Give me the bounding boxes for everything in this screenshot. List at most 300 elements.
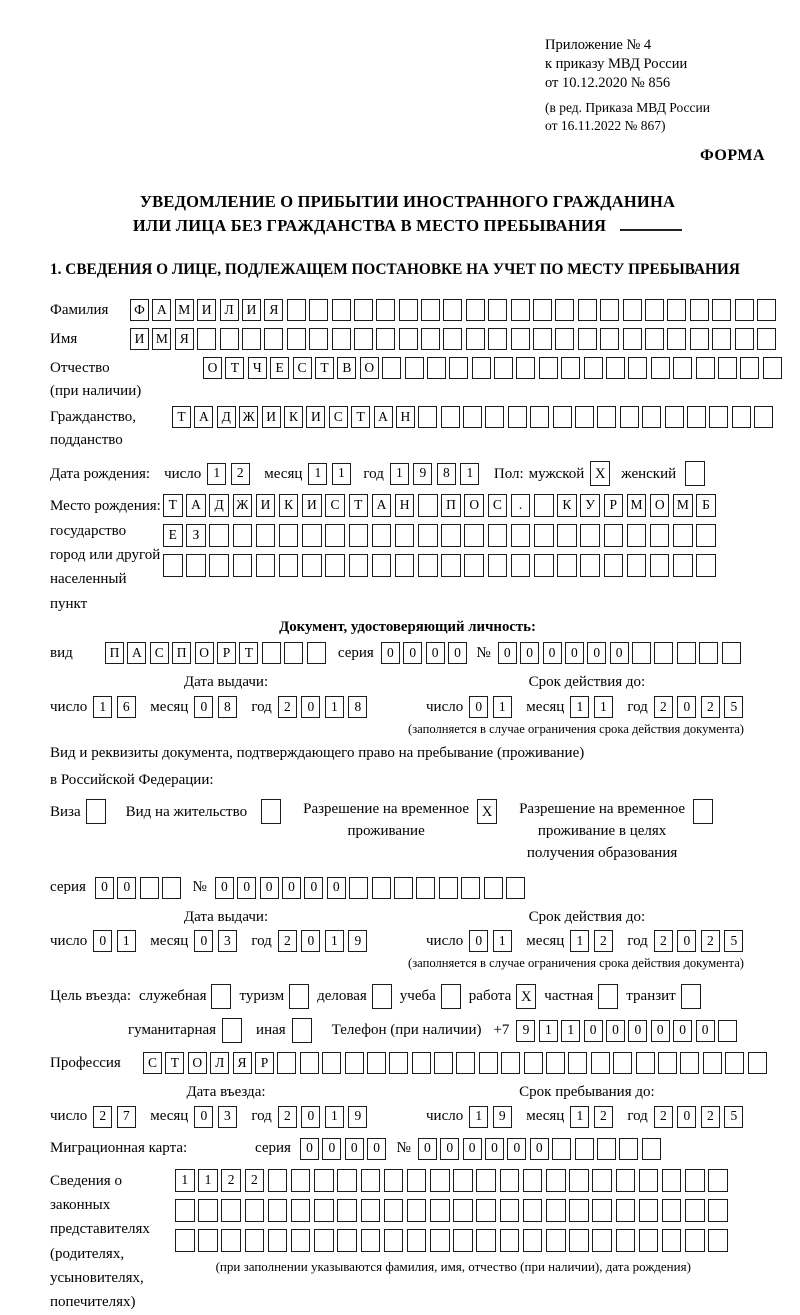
sex-male-checkbox[interactable]: X — [590, 461, 610, 486]
char-cell[interactable]: 0 — [327, 877, 346, 899]
char-cell[interactable] — [314, 1169, 334, 1192]
char-cell[interactable] — [395, 524, 415, 547]
char-cell[interactable] — [367, 1052, 386, 1074]
char-cell[interactable] — [395, 554, 415, 577]
char-cell[interactable]: 0 — [587, 642, 606, 664]
char-cell[interactable] — [361, 1229, 381, 1252]
char-cell[interactable] — [476, 1229, 496, 1252]
char-cell[interactable]: 0 — [543, 642, 562, 664]
char-cell[interactable]: 0 — [651, 1020, 670, 1042]
char-cell[interactable] — [735, 328, 754, 350]
char-cell[interactable] — [662, 1229, 682, 1252]
char-cell[interactable]: 0 — [485, 1138, 504, 1160]
char-cell[interactable]: 0 — [677, 930, 696, 952]
char-cell[interactable]: С — [293, 357, 312, 379]
char-cell[interactable] — [407, 1229, 427, 1252]
char-cell[interactable] — [287, 328, 306, 350]
char-cell[interactable] — [325, 554, 345, 577]
char-cell[interactable]: 9 — [348, 1106, 367, 1128]
char-cell[interactable]: 0 — [301, 1106, 320, 1128]
char-cell[interactable] — [418, 494, 438, 517]
char-cell[interactable]: 9 — [516, 1020, 535, 1042]
char-cell[interactable] — [600, 299, 619, 321]
temp-permit-checkbox[interactable]: X — [477, 799, 497, 824]
char-cell[interactable]: А — [194, 406, 213, 428]
char-cell[interactable]: Я — [233, 1052, 252, 1074]
char-cell[interactable] — [349, 524, 369, 547]
char-cell[interactable] — [555, 328, 574, 350]
char-cell[interactable] — [708, 1169, 728, 1192]
char-cell[interactable] — [690, 328, 709, 350]
char-cell[interactable]: Р — [604, 494, 624, 517]
blank-line[interactable] — [620, 228, 682, 231]
char-cell[interactable] — [662, 1199, 682, 1222]
char-cell[interactable] — [627, 554, 647, 577]
char-cell[interactable] — [485, 406, 504, 428]
char-cell[interactable] — [407, 1169, 427, 1192]
char-cell[interactable] — [511, 554, 531, 577]
char-cell[interactable]: 2 — [278, 696, 297, 718]
char-cell[interactable]: Л — [210, 1052, 229, 1074]
char-cell[interactable] — [591, 1052, 610, 1074]
char-cell[interactable] — [709, 406, 728, 428]
char-cell[interactable] — [546, 1052, 565, 1074]
char-cell[interactable] — [616, 1169, 636, 1192]
char-cell[interactable] — [256, 524, 276, 547]
char-cell[interactable]: 1 — [332, 463, 351, 485]
char-cell[interactable] — [209, 554, 229, 577]
char-cell[interactable] — [616, 1199, 636, 1222]
char-cell[interactable] — [384, 1169, 404, 1192]
char-cell[interactable] — [175, 1199, 195, 1222]
char-cell[interactable] — [632, 642, 651, 664]
residence-checkbox[interactable] — [261, 799, 281, 824]
char-cell[interactable] — [516, 357, 535, 379]
char-cell[interactable] — [650, 554, 670, 577]
char-cell[interactable] — [245, 1229, 265, 1252]
char-cell[interactable] — [606, 357, 625, 379]
char-cell[interactable] — [651, 357, 670, 379]
char-cell[interactable]: 2 — [231, 463, 250, 485]
char-cell[interactable] — [441, 524, 461, 547]
char-cell[interactable] — [523, 1199, 543, 1222]
char-cell[interactable] — [488, 299, 507, 321]
char-cell[interactable]: Ж — [239, 406, 258, 428]
char-cell[interactable]: В — [337, 357, 356, 379]
char-cell[interactable] — [685, 1199, 705, 1222]
char-cell[interactable]: 0 — [194, 930, 213, 952]
char-cell[interactable]: 0 — [301, 696, 320, 718]
char-cell[interactable] — [604, 554, 624, 577]
char-cell[interactable]: 1 — [93, 696, 112, 718]
purpose-checkbox[interactable] — [292, 1018, 312, 1043]
char-cell[interactable]: Т — [225, 357, 244, 379]
char-cell[interactable]: 1 — [117, 930, 136, 952]
char-cell[interactable] — [399, 299, 418, 321]
char-cell[interactable] — [620, 406, 639, 428]
char-cell[interactable]: Е — [163, 524, 183, 547]
char-cell[interactable]: М — [627, 494, 647, 517]
char-cell[interactable]: 1 — [561, 1020, 580, 1042]
char-cell[interactable]: 1 — [308, 463, 327, 485]
char-cell[interactable]: 0 — [403, 642, 422, 664]
char-cell[interactable]: 2 — [701, 696, 720, 718]
char-cell[interactable]: 0 — [93, 930, 112, 952]
char-cell[interactable] — [673, 524, 693, 547]
char-cell[interactable]: Р — [255, 1052, 274, 1074]
char-cell[interactable] — [264, 328, 283, 350]
char-cell[interactable] — [242, 328, 261, 350]
char-cell[interactable]: 1 — [469, 1106, 488, 1128]
char-cell[interactable]: 0 — [440, 1138, 459, 1160]
char-cell[interactable]: П — [441, 494, 461, 517]
char-cell[interactable] — [441, 406, 460, 428]
char-cell[interactable] — [645, 328, 664, 350]
char-cell[interactable] — [687, 406, 706, 428]
char-cell[interactable] — [302, 554, 322, 577]
char-cell[interactable]: 0 — [520, 642, 539, 664]
char-cell[interactable] — [575, 406, 594, 428]
char-cell[interactable] — [597, 1138, 616, 1160]
char-cell[interactable] — [580, 524, 600, 547]
char-cell[interactable] — [291, 1199, 311, 1222]
char-cell[interactable] — [262, 642, 281, 664]
char-cell[interactable] — [592, 1229, 612, 1252]
char-cell[interactable]: У — [580, 494, 600, 517]
char-cell[interactable]: 0 — [95, 877, 114, 899]
char-cell[interactable]: 2 — [594, 1106, 613, 1128]
char-cell[interactable]: К — [557, 494, 577, 517]
char-cell[interactable]: 0 — [530, 1138, 549, 1160]
char-cell[interactable] — [627, 524, 647, 547]
char-cell[interactable]: И — [302, 494, 322, 517]
char-cell[interactable]: 0 — [673, 1020, 692, 1042]
char-cell[interactable] — [639, 1169, 659, 1192]
char-cell[interactable] — [372, 877, 391, 899]
char-cell[interactable] — [479, 1052, 498, 1074]
char-cell[interactable] — [233, 524, 253, 547]
char-cell[interactable]: 2 — [654, 1106, 673, 1128]
char-cell[interactable] — [616, 1229, 636, 1252]
char-cell[interactable] — [500, 1199, 520, 1222]
char-cell[interactable] — [332, 299, 351, 321]
char-cell[interactable]: П — [172, 642, 191, 664]
sex-female-checkbox[interactable] — [685, 461, 705, 486]
char-cell[interactable] — [268, 1229, 288, 1252]
char-cell[interactable]: Т — [172, 406, 191, 428]
char-cell[interactable] — [673, 357, 692, 379]
char-cell[interactable]: 0 — [677, 696, 696, 718]
char-cell[interactable] — [628, 357, 647, 379]
char-cell[interactable] — [685, 1169, 705, 1192]
char-cell[interactable] — [345, 1052, 364, 1074]
char-cell[interactable]: 7 — [117, 1106, 136, 1128]
char-cell[interactable]: Д — [209, 494, 229, 517]
char-cell[interactable] — [221, 1199, 241, 1222]
char-cell[interactable]: 0 — [301, 930, 320, 952]
char-cell[interactable]: И — [197, 299, 216, 321]
char-cell[interactable] — [534, 554, 554, 577]
char-cell[interactable]: 0 — [696, 1020, 715, 1042]
char-cell[interactable] — [718, 357, 737, 379]
char-cell[interactable]: 0 — [463, 1138, 482, 1160]
char-cell[interactable] — [302, 524, 322, 547]
char-cell[interactable] — [511, 299, 530, 321]
purpose-checkbox[interactable] — [372, 984, 392, 1009]
char-cell[interactable] — [712, 299, 731, 321]
char-cell[interactable] — [523, 1169, 543, 1192]
char-cell[interactable]: 2 — [221, 1169, 241, 1192]
char-cell[interactable]: 0 — [628, 1020, 647, 1042]
char-cell[interactable] — [546, 1169, 566, 1192]
char-cell[interactable] — [197, 328, 216, 350]
char-cell[interactable]: 2 — [654, 696, 673, 718]
char-cell[interactable] — [349, 877, 368, 899]
char-cell[interactable] — [464, 554, 484, 577]
char-cell[interactable] — [696, 357, 715, 379]
char-cell[interactable]: Т — [315, 357, 334, 379]
char-cell[interactable]: О — [650, 494, 670, 517]
purpose-checkbox[interactable] — [681, 984, 701, 1009]
char-cell[interactable]: 2 — [701, 930, 720, 952]
char-cell[interactable] — [412, 1052, 431, 1074]
char-cell[interactable] — [619, 1138, 638, 1160]
char-cell[interactable] — [418, 554, 438, 577]
char-cell[interactable] — [443, 328, 462, 350]
char-cell[interactable] — [662, 1169, 682, 1192]
char-cell[interactable] — [291, 1169, 311, 1192]
char-cell[interactable] — [354, 299, 373, 321]
char-cell[interactable] — [466, 328, 485, 350]
char-cell[interactable] — [569, 1199, 589, 1222]
char-cell[interactable] — [636, 1052, 655, 1074]
char-cell[interactable]: 0 — [322, 1138, 341, 1160]
char-cell[interactable] — [279, 554, 299, 577]
char-cell[interactable]: М — [152, 328, 171, 350]
char-cell[interactable] — [354, 328, 373, 350]
char-cell[interactable] — [534, 524, 554, 547]
char-cell[interactable] — [546, 1229, 566, 1252]
char-cell[interactable] — [501, 1052, 520, 1074]
char-cell[interactable] — [524, 1052, 543, 1074]
char-cell[interactable] — [725, 1052, 744, 1074]
char-cell[interactable]: Т — [165, 1052, 184, 1074]
char-cell[interactable]: 2 — [701, 1106, 720, 1128]
char-cell[interactable]: 0 — [606, 1020, 625, 1042]
char-cell[interactable] — [712, 328, 731, 350]
char-cell[interactable]: 6 — [117, 696, 136, 718]
char-cell[interactable]: 1 — [594, 696, 613, 718]
char-cell[interactable] — [667, 328, 686, 350]
char-cell[interactable]: А — [127, 642, 146, 664]
char-cell[interactable] — [665, 406, 684, 428]
char-cell[interactable]: Я — [175, 328, 194, 350]
char-cell[interactable]: 1 — [493, 930, 512, 952]
char-cell[interactable]: 0 — [498, 642, 517, 664]
char-cell[interactable] — [584, 357, 603, 379]
char-cell[interactable]: А — [152, 299, 171, 321]
char-cell[interactable] — [337, 1199, 357, 1222]
char-cell[interactable] — [500, 1229, 520, 1252]
char-cell[interactable] — [407, 1199, 427, 1222]
char-cell[interactable] — [279, 524, 299, 547]
char-cell[interactable]: . — [511, 494, 531, 517]
char-cell[interactable]: 3 — [218, 1106, 237, 1128]
char-cell[interactable] — [757, 328, 776, 350]
char-cell[interactable] — [220, 328, 239, 350]
char-cell[interactable] — [488, 524, 508, 547]
char-cell[interactable] — [314, 1199, 334, 1222]
char-cell[interactable] — [677, 642, 696, 664]
char-cell[interactable] — [511, 524, 531, 547]
char-cell[interactable] — [463, 406, 482, 428]
char-cell[interactable] — [667, 299, 686, 321]
char-cell[interactable]: Н — [395, 494, 415, 517]
char-cell[interactable] — [198, 1199, 218, 1222]
char-cell[interactable] — [325, 524, 345, 547]
purpose-checkbox[interactable] — [289, 984, 309, 1009]
char-cell[interactable]: 0 — [304, 877, 323, 899]
char-cell[interactable] — [476, 1169, 496, 1192]
char-cell[interactable] — [539, 357, 558, 379]
char-cell[interactable] — [384, 1229, 404, 1252]
char-cell[interactable] — [748, 1052, 767, 1074]
char-cell[interactable]: К — [284, 406, 303, 428]
char-cell[interactable]: И — [256, 494, 276, 517]
char-cell[interactable]: О — [188, 1052, 207, 1074]
char-cell[interactable] — [708, 1199, 728, 1222]
char-cell[interactable] — [376, 299, 395, 321]
char-cell[interactable]: 9 — [493, 1106, 512, 1128]
char-cell[interactable]: 0 — [565, 642, 584, 664]
char-cell[interactable] — [307, 642, 326, 664]
char-cell[interactable] — [453, 1169, 473, 1192]
char-cell[interactable] — [523, 1229, 543, 1252]
char-cell[interactable] — [592, 1199, 612, 1222]
char-cell[interactable]: 2 — [654, 930, 673, 952]
char-cell[interactable] — [552, 1138, 571, 1160]
char-cell[interactable] — [703, 1052, 722, 1074]
char-cell[interactable] — [658, 1052, 677, 1074]
purpose-checkbox[interactable] — [441, 984, 461, 1009]
purpose-checkbox[interactable] — [222, 1018, 242, 1043]
char-cell[interactable] — [309, 299, 328, 321]
char-cell[interactable]: Б — [696, 494, 716, 517]
char-cell[interactable] — [578, 299, 597, 321]
char-cell[interactable]: 1 — [570, 696, 589, 718]
char-cell[interactable]: А — [374, 406, 393, 428]
char-cell[interactable] — [430, 1199, 450, 1222]
char-cell[interactable] — [578, 328, 597, 350]
char-cell[interactable]: 0 — [381, 642, 400, 664]
char-cell[interactable]: С — [143, 1052, 162, 1074]
char-cell[interactable] — [696, 524, 716, 547]
char-cell[interactable] — [472, 357, 491, 379]
char-cell[interactable] — [476, 1199, 496, 1222]
char-cell[interactable] — [361, 1169, 381, 1192]
char-cell[interactable] — [268, 1169, 288, 1192]
char-cell[interactable]: И — [130, 328, 149, 350]
char-cell[interactable]: К — [279, 494, 299, 517]
char-cell[interactable]: 1 — [325, 1106, 344, 1128]
char-cell[interactable]: 0 — [367, 1138, 386, 1160]
char-cell[interactable]: И — [306, 406, 325, 428]
char-cell[interactable] — [456, 1052, 475, 1074]
char-cell[interactable] — [309, 328, 328, 350]
char-cell[interactable] — [441, 554, 461, 577]
char-cell[interactable] — [337, 1229, 357, 1252]
char-cell[interactable]: 5 — [724, 930, 743, 952]
char-cell[interactable]: 2 — [245, 1169, 265, 1192]
char-cell[interactable]: С — [150, 642, 169, 664]
char-cell[interactable]: М — [673, 494, 693, 517]
char-cell[interactable] — [287, 299, 306, 321]
char-cell[interactable] — [484, 877, 503, 899]
char-cell[interactable] — [735, 299, 754, 321]
char-cell[interactable] — [597, 406, 616, 428]
char-cell[interactable] — [284, 642, 303, 664]
char-cell[interactable] — [198, 1229, 218, 1252]
char-cell[interactable]: И — [242, 299, 261, 321]
char-cell[interactable] — [488, 328, 507, 350]
char-cell[interactable] — [421, 299, 440, 321]
char-cell[interactable] — [685, 1229, 705, 1252]
char-cell[interactable] — [696, 554, 716, 577]
char-cell[interactable] — [654, 642, 673, 664]
char-cell[interactable]: Е — [270, 357, 289, 379]
char-cell[interactable]: 0 — [507, 1138, 526, 1160]
purpose-checkbox[interactable] — [598, 984, 618, 1009]
char-cell[interactable]: 0 — [282, 877, 301, 899]
char-cell[interactable] — [569, 1229, 589, 1252]
char-cell[interactable] — [314, 1229, 334, 1252]
char-cell[interactable] — [530, 406, 549, 428]
char-cell[interactable]: Т — [349, 494, 369, 517]
char-cell[interactable] — [732, 406, 751, 428]
char-cell[interactable]: Я — [264, 299, 283, 321]
char-cell[interactable]: Н — [396, 406, 415, 428]
char-cell[interactable] — [708, 1229, 728, 1252]
char-cell[interactable] — [221, 1229, 241, 1252]
char-cell[interactable]: П — [105, 642, 124, 664]
char-cell[interactable] — [740, 357, 759, 379]
char-cell[interactable]: 0 — [677, 1106, 696, 1128]
char-cell[interactable] — [389, 1052, 408, 1074]
char-cell[interactable]: 1 — [175, 1169, 195, 1192]
char-cell[interactable] — [569, 1169, 589, 1192]
char-cell[interactable]: 0 — [345, 1138, 364, 1160]
char-cell[interactable]: 0 — [117, 877, 136, 899]
char-cell[interactable]: 0 — [610, 642, 629, 664]
char-cell[interactable] — [233, 554, 253, 577]
char-cell[interactable] — [533, 299, 552, 321]
char-cell[interactable] — [600, 328, 619, 350]
purpose-checkbox[interactable] — [211, 984, 231, 1009]
char-cell[interactable]: Т — [351, 406, 370, 428]
char-cell[interactable] — [349, 554, 369, 577]
char-cell[interactable] — [546, 1199, 566, 1222]
char-cell[interactable] — [511, 328, 530, 350]
char-cell[interactable]: Ж — [233, 494, 253, 517]
char-cell[interactable] — [418, 406, 437, 428]
char-cell[interactable]: Т — [163, 494, 183, 517]
char-cell[interactable]: 1 — [198, 1169, 218, 1192]
char-cell[interactable]: 1 — [460, 463, 479, 485]
char-cell[interactable] — [399, 328, 418, 350]
char-cell[interactable] — [757, 299, 776, 321]
char-cell[interactable]: 5 — [724, 1106, 743, 1128]
char-cell[interactable] — [650, 524, 670, 547]
